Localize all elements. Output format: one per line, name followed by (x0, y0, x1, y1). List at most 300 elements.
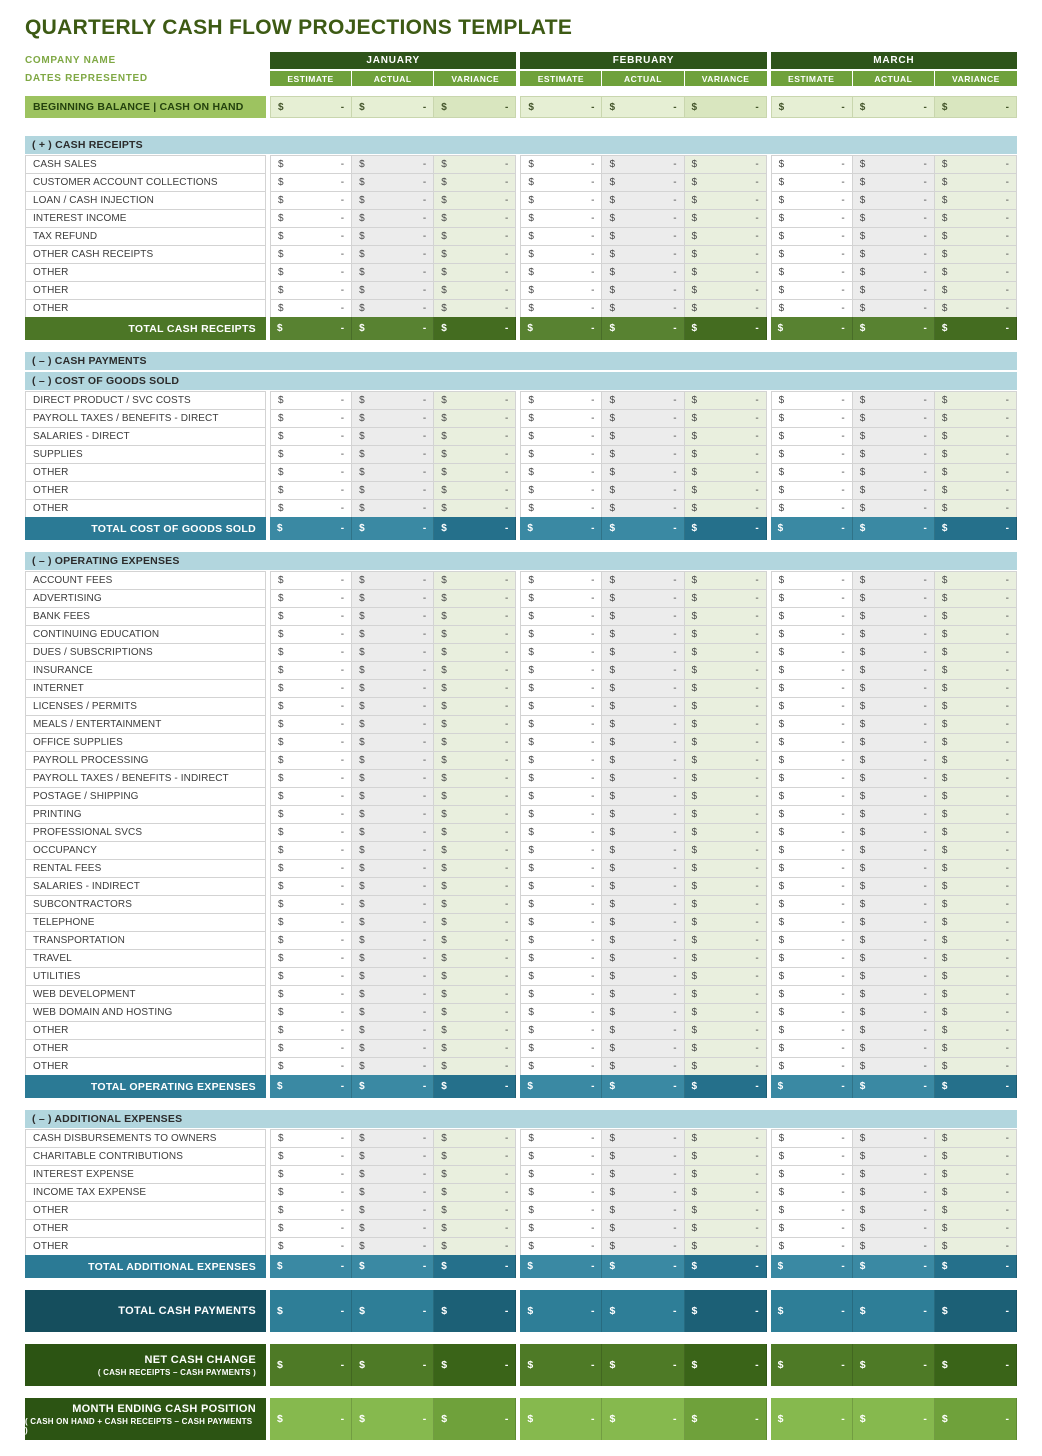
value-cell[interactable] (935, 463, 1017, 482)
value-cell[interactable] (685, 173, 767, 192)
value-cell[interactable] (434, 823, 516, 842)
value-cell[interactable] (853, 299, 935, 318)
value-cell[interactable] (352, 209, 434, 228)
value-cell[interactable] (270, 445, 352, 464)
value-cell[interactable] (520, 499, 602, 518)
value-cell[interactable] (935, 1165, 1017, 1184)
value-cell[interactable] (434, 391, 516, 410)
value-cell[interactable] (935, 1057, 1017, 1076)
value-cell[interactable] (434, 1165, 516, 1184)
value-cell[interactable] (771, 1237, 853, 1256)
value-cell[interactable] (434, 1237, 516, 1256)
value-cell[interactable] (434, 1003, 516, 1022)
value-cell[interactable] (853, 227, 935, 246)
value-cell[interactable] (520, 427, 602, 446)
value-cell[interactable] (602, 841, 684, 860)
value-cell[interactable] (771, 1183, 853, 1202)
value-cell[interactable] (853, 391, 935, 410)
value-cell[interactable] (771, 191, 853, 210)
value-cell[interactable] (352, 733, 434, 752)
value-cell[interactable] (434, 227, 516, 246)
value-cell[interactable] (352, 173, 434, 192)
value-cell[interactable] (771, 499, 853, 518)
value-cell[interactable] (520, 391, 602, 410)
value-cell[interactable] (520, 1237, 602, 1256)
value-cell[interactable] (935, 191, 1017, 210)
value-cell[interactable] (935, 391, 1017, 410)
value-cell[interactable] (685, 245, 767, 264)
value-cell[interactable] (853, 625, 935, 644)
value-cell[interactable] (520, 1165, 602, 1184)
value-cell[interactable] (685, 263, 767, 282)
value-cell[interactable] (434, 1147, 516, 1166)
value-cell[interactable] (270, 715, 352, 734)
value-cell[interactable] (434, 1057, 516, 1076)
value-cell[interactable] (270, 1147, 352, 1166)
value-cell[interactable] (935, 1129, 1017, 1148)
value-cell[interactable] (685, 96, 767, 118)
value-cell[interactable] (685, 841, 767, 860)
value-cell[interactable] (771, 733, 853, 752)
value-cell[interactable] (771, 481, 853, 500)
value-cell[interactable] (935, 859, 1017, 878)
value-cell[interactable] (935, 985, 1017, 1004)
value-cell[interactable] (935, 1183, 1017, 1202)
value-cell[interactable] (602, 191, 684, 210)
value-cell[interactable] (685, 985, 767, 1004)
value-cell[interactable] (434, 299, 516, 318)
value-cell[interactable] (352, 895, 434, 914)
value-cell[interactable] (853, 1021, 935, 1040)
value-cell[interactable] (434, 931, 516, 950)
value-cell[interactable] (771, 589, 853, 608)
value-cell[interactable] (520, 1147, 602, 1166)
value-cell[interactable] (771, 643, 853, 662)
value-cell[interactable] (602, 643, 684, 662)
value-cell[interactable] (352, 967, 434, 986)
value-cell[interactable] (853, 841, 935, 860)
value-cell[interactable] (270, 209, 352, 228)
value-cell[interactable] (602, 805, 684, 824)
value-cell[interactable] (434, 1183, 516, 1202)
value-cell[interactable] (935, 679, 1017, 698)
value-cell[interactable] (935, 715, 1017, 734)
value-cell[interactable] (434, 949, 516, 968)
value-cell[interactable] (352, 245, 434, 264)
value-cell[interactable] (602, 499, 684, 518)
value-cell[interactable] (434, 589, 516, 608)
value-cell[interactable] (520, 571, 602, 590)
value-cell[interactable] (771, 1147, 853, 1166)
value-cell[interactable] (270, 571, 352, 590)
value-cell[interactable] (520, 985, 602, 1004)
value-cell[interactable] (935, 245, 1017, 264)
value-cell[interactable] (771, 895, 853, 914)
value-cell[interactable] (520, 859, 602, 878)
value-cell[interactable] (602, 1039, 684, 1058)
value-cell[interactable] (602, 299, 684, 318)
value-cell[interactable] (520, 1003, 602, 1022)
value-cell[interactable] (853, 155, 935, 174)
value-cell[interactable] (434, 1021, 516, 1040)
value-cell[interactable] (270, 227, 352, 246)
value-cell[interactable] (853, 1057, 935, 1076)
value-cell[interactable] (771, 679, 853, 698)
value-cell[interactable] (853, 481, 935, 500)
value-cell[interactable] (434, 985, 516, 1004)
value-cell[interactable] (685, 1183, 767, 1202)
value-cell[interactable] (270, 985, 352, 1004)
value-cell[interactable] (935, 209, 1017, 228)
value-cell[interactable] (771, 661, 853, 680)
value-cell[interactable] (352, 427, 434, 446)
value-cell[interactable] (935, 949, 1017, 968)
value-cell[interactable] (434, 96, 516, 118)
value-cell[interactable] (602, 625, 684, 644)
value-cell[interactable] (270, 769, 352, 788)
value-cell[interactable] (685, 589, 767, 608)
value-cell[interactable] (352, 263, 434, 282)
value-cell[interactable] (352, 409, 434, 428)
value-cell[interactable] (935, 895, 1017, 914)
value-cell[interactable] (434, 481, 516, 500)
value-cell[interactable] (520, 589, 602, 608)
value-cell[interactable] (434, 805, 516, 824)
value-cell[interactable] (771, 173, 853, 192)
value-cell[interactable] (771, 155, 853, 174)
value-cell[interactable] (685, 463, 767, 482)
value-cell[interactable] (685, 1039, 767, 1058)
value-cell[interactable] (270, 859, 352, 878)
value-cell[interactable] (270, 661, 352, 680)
value-cell[interactable] (602, 877, 684, 896)
value-cell[interactable] (771, 715, 853, 734)
value-cell[interactable] (520, 445, 602, 464)
value-cell[interactable] (270, 643, 352, 662)
value-cell[interactable] (602, 463, 684, 482)
value-cell[interactable] (771, 859, 853, 878)
value-cell[interactable] (853, 949, 935, 968)
value-cell[interactable] (853, 445, 935, 464)
value-cell[interactable] (853, 877, 935, 896)
value-cell[interactable] (352, 1201, 434, 1220)
value-cell[interactable] (352, 1183, 434, 1202)
value-cell[interactable] (270, 96, 352, 118)
value-cell[interactable] (935, 173, 1017, 192)
value-cell[interactable] (602, 155, 684, 174)
value-cell[interactable] (270, 679, 352, 698)
value-cell[interactable] (520, 787, 602, 806)
value-cell[interactable] (771, 1003, 853, 1022)
value-cell[interactable] (602, 245, 684, 264)
value-cell[interactable] (602, 281, 684, 300)
value-cell[interactable] (270, 1237, 352, 1256)
value-cell[interactable] (602, 263, 684, 282)
value-cell[interactable] (434, 967, 516, 986)
value-cell[interactable] (685, 1237, 767, 1256)
value-cell[interactable] (771, 1165, 853, 1184)
value-cell[interactable] (352, 769, 434, 788)
value-cell[interactable] (434, 155, 516, 174)
value-cell[interactable] (685, 859, 767, 878)
value-cell[interactable] (685, 227, 767, 246)
value-cell[interactable] (352, 1147, 434, 1166)
value-cell[interactable] (853, 823, 935, 842)
value-cell[interactable] (520, 191, 602, 210)
value-cell[interactable] (685, 571, 767, 590)
value-cell[interactable] (853, 96, 935, 118)
value-cell[interactable] (935, 769, 1017, 788)
value-cell[interactable] (771, 985, 853, 1004)
value-cell[interactable] (935, 499, 1017, 518)
value-cell[interactable] (520, 625, 602, 644)
value-cell[interactable] (771, 263, 853, 282)
value-cell[interactable] (685, 661, 767, 680)
value-cell[interactable] (935, 1003, 1017, 1022)
value-cell[interactable] (434, 769, 516, 788)
value-cell[interactable] (685, 697, 767, 716)
value-cell[interactable] (853, 409, 935, 428)
value-cell[interactable] (602, 985, 684, 1004)
value-cell[interactable] (352, 571, 434, 590)
value-cell[interactable] (771, 227, 853, 246)
value-cell[interactable] (853, 1183, 935, 1202)
value-cell[interactable] (434, 913, 516, 932)
value-cell[interactable] (935, 805, 1017, 824)
value-cell[interactable] (685, 823, 767, 842)
value-cell[interactable] (520, 227, 602, 246)
value-cell[interactable] (935, 263, 1017, 282)
value-cell[interactable] (520, 245, 602, 264)
value-cell[interactable] (935, 625, 1017, 644)
value-cell[interactable] (685, 787, 767, 806)
value-cell[interactable] (352, 589, 434, 608)
value-cell[interactable] (853, 895, 935, 914)
value-cell[interactable] (602, 1129, 684, 1148)
value-cell[interactable] (685, 391, 767, 410)
value-cell[interactable] (685, 805, 767, 824)
value-cell[interactable] (352, 463, 434, 482)
value-cell[interactable] (352, 155, 434, 174)
value-cell[interactable] (685, 751, 767, 770)
value-cell[interactable] (270, 1219, 352, 1238)
value-cell[interactable] (853, 661, 935, 680)
value-cell[interactable] (352, 931, 434, 950)
value-cell[interactable] (520, 661, 602, 680)
value-cell[interactable] (520, 841, 602, 860)
value-cell[interactable] (270, 1039, 352, 1058)
value-cell[interactable] (935, 155, 1017, 174)
value-cell[interactable] (520, 949, 602, 968)
value-cell[interactable] (270, 281, 352, 300)
value-cell[interactable] (520, 751, 602, 770)
value-cell[interactable] (434, 679, 516, 698)
value-cell[interactable] (853, 209, 935, 228)
value-cell[interactable] (853, 985, 935, 1004)
value-cell[interactable] (685, 715, 767, 734)
value-cell[interactable] (520, 209, 602, 228)
value-cell[interactable] (685, 299, 767, 318)
value-cell[interactable] (352, 191, 434, 210)
value-cell[interactable] (352, 1021, 434, 1040)
value-cell[interactable] (935, 445, 1017, 464)
value-cell[interactable] (434, 209, 516, 228)
value-cell[interactable] (771, 427, 853, 446)
value-cell[interactable] (771, 949, 853, 968)
value-cell[interactable] (771, 299, 853, 318)
value-cell[interactable] (935, 589, 1017, 608)
value-cell[interactable] (352, 96, 434, 118)
value-cell[interactable] (270, 931, 352, 950)
value-cell[interactable] (520, 1183, 602, 1202)
value-cell[interactable] (434, 173, 516, 192)
value-cell[interactable] (771, 445, 853, 464)
value-cell[interactable] (685, 877, 767, 896)
value-cell[interactable] (270, 173, 352, 192)
value-cell[interactable] (270, 823, 352, 842)
value-cell[interactable] (853, 715, 935, 734)
value-cell[interactable] (602, 1003, 684, 1022)
value-cell[interactable] (685, 1219, 767, 1238)
value-cell[interactable] (520, 715, 602, 734)
value-cell[interactable] (935, 841, 1017, 860)
value-cell[interactable] (853, 499, 935, 518)
value-cell[interactable] (352, 985, 434, 1004)
value-cell[interactable] (520, 1129, 602, 1148)
value-cell[interactable] (270, 409, 352, 428)
value-cell[interactable] (602, 1021, 684, 1040)
value-cell[interactable] (520, 679, 602, 698)
value-cell[interactable] (853, 607, 935, 626)
value-cell[interactable] (270, 805, 352, 824)
value-cell[interactable] (685, 427, 767, 446)
value-cell[interactable] (935, 1237, 1017, 1256)
value-cell[interactable] (434, 625, 516, 644)
value-cell[interactable] (270, 191, 352, 210)
value-cell[interactable] (771, 245, 853, 264)
value-cell[interactable] (935, 227, 1017, 246)
value-cell[interactable] (520, 895, 602, 914)
value-cell[interactable] (434, 409, 516, 428)
value-cell[interactable] (853, 1129, 935, 1148)
value-cell[interactable] (520, 1021, 602, 1040)
value-cell[interactable] (434, 445, 516, 464)
value-cell[interactable] (270, 949, 352, 968)
value-cell[interactable] (602, 227, 684, 246)
value-cell[interactable] (935, 913, 1017, 932)
value-cell[interactable] (520, 823, 602, 842)
value-cell[interactable] (270, 751, 352, 770)
value-cell[interactable] (602, 931, 684, 950)
value-cell[interactable] (602, 409, 684, 428)
value-cell[interactable] (270, 607, 352, 626)
value-cell[interactable] (520, 299, 602, 318)
value-cell[interactable] (270, 877, 352, 896)
value-cell[interactable] (602, 679, 684, 698)
value-cell[interactable] (771, 1129, 853, 1148)
value-cell[interactable] (602, 1219, 684, 1238)
value-cell[interactable] (935, 967, 1017, 986)
value-cell[interactable] (270, 589, 352, 608)
value-cell[interactable] (935, 409, 1017, 428)
value-cell[interactable] (520, 173, 602, 192)
value-cell[interactable] (685, 931, 767, 950)
value-cell[interactable] (602, 967, 684, 986)
value-cell[interactable] (602, 445, 684, 464)
value-cell[interactable] (935, 697, 1017, 716)
value-cell[interactable] (771, 967, 853, 986)
value-cell[interactable] (352, 499, 434, 518)
value-cell[interactable] (270, 895, 352, 914)
value-cell[interactable] (771, 96, 853, 118)
value-cell[interactable] (270, 625, 352, 644)
value-cell[interactable] (602, 823, 684, 842)
value-cell[interactable] (352, 445, 434, 464)
value-cell[interactable] (270, 1201, 352, 1220)
value-cell[interactable] (853, 245, 935, 264)
value-cell[interactable] (270, 463, 352, 482)
value-cell[interactable] (771, 1219, 853, 1238)
value-cell[interactable] (771, 697, 853, 716)
value-cell[interactable] (685, 409, 767, 428)
value-cell[interactable] (270, 299, 352, 318)
value-cell[interactable] (434, 1129, 516, 1148)
value-cell[interactable] (270, 1057, 352, 1076)
value-cell[interactable] (270, 155, 352, 174)
value-cell[interactable] (602, 1057, 684, 1076)
value-cell[interactable] (771, 625, 853, 644)
value-cell[interactable] (935, 733, 1017, 752)
value-cell[interactable] (520, 805, 602, 824)
value-cell[interactable] (434, 895, 516, 914)
value-cell[interactable] (935, 281, 1017, 300)
value-cell[interactable] (853, 263, 935, 282)
value-cell[interactable] (270, 913, 352, 932)
value-cell[interactable] (352, 1057, 434, 1076)
value-cell[interactable] (434, 1219, 516, 1238)
value-cell[interactable] (352, 679, 434, 698)
value-cell[interactable] (434, 1201, 516, 1220)
value-cell[interactable] (602, 391, 684, 410)
value-cell[interactable] (270, 263, 352, 282)
value-cell[interactable] (602, 1201, 684, 1220)
value-cell[interactable] (434, 245, 516, 264)
value-cell[interactable] (434, 499, 516, 518)
value-cell[interactable] (352, 949, 434, 968)
value-cell[interactable] (602, 787, 684, 806)
value-cell[interactable] (352, 823, 434, 842)
value-cell[interactable] (771, 787, 853, 806)
value-cell[interactable] (352, 227, 434, 246)
value-cell[interactable] (352, 281, 434, 300)
value-cell[interactable] (270, 1165, 352, 1184)
value-cell[interactable] (685, 913, 767, 932)
value-cell[interactable] (935, 751, 1017, 770)
value-cell[interactable] (520, 263, 602, 282)
value-cell[interactable] (685, 679, 767, 698)
value-cell[interactable] (853, 427, 935, 446)
value-cell[interactable] (771, 1021, 853, 1040)
value-cell[interactable] (771, 463, 853, 482)
value-cell[interactable] (270, 1183, 352, 1202)
value-cell[interactable] (520, 463, 602, 482)
value-cell[interactable] (434, 751, 516, 770)
value-cell[interactable] (270, 391, 352, 410)
value-cell[interactable] (853, 697, 935, 716)
value-cell[interactable] (434, 787, 516, 806)
value-cell[interactable] (771, 805, 853, 824)
value-cell[interactable] (352, 299, 434, 318)
